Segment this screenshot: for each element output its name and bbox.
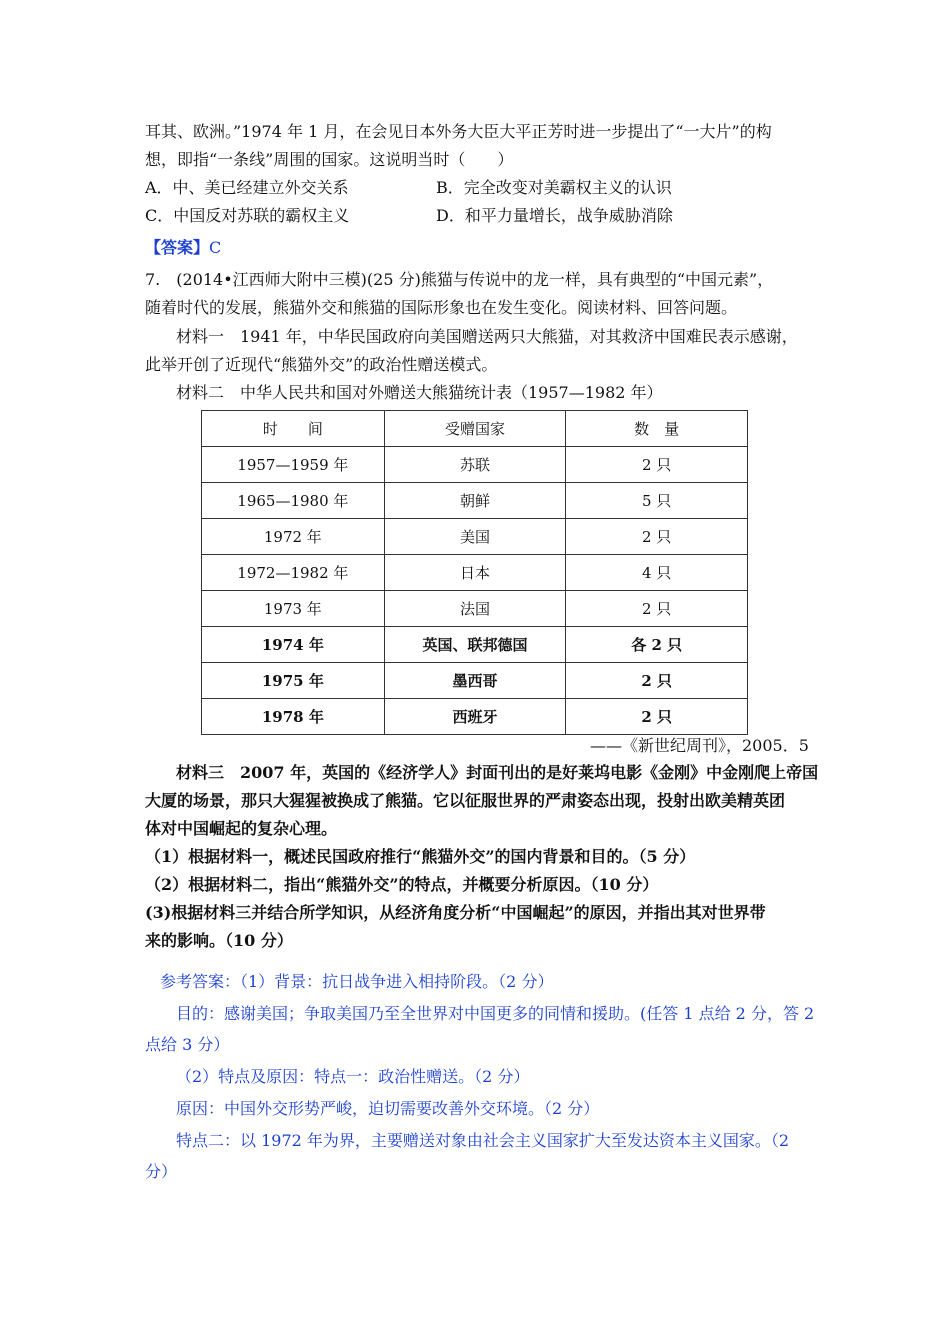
reference-line-6: 特点二：以 1972 年为界，主要赠送对象由社会主义国家扩大至发达资本主义国家。（2 <box>176 1131 790 1150</box>
reference-line-5: 原因：中国外交形势严峻，迫切需要改善外交环境。（2 分） <box>176 1099 600 1118</box>
q6-option-b: B．完全改变对美霸权主义的认识 <box>436 178 672 197</box>
table-cell: 1974 年 <box>202 627 385 663</box>
reference-line-2: 目的：感谢美国；争取美国乃至全世界对中国更多的同情和援助。(任答 1 点给 2 分，答 2 <box>176 1004 815 1023</box>
reference-line-3: 点给 3 分） <box>145 1035 230 1054</box>
panda-gift-table <box>201 410 748 735</box>
reference-line-1: 参考答案：（1）背景：抗日战争进入相持阶段。（2 分） <box>160 972 554 991</box>
table-cell: 2 只 <box>566 447 748 483</box>
q6-text-line-2: 想，即指“一条线”周围的国家。这说明当时（ ） <box>145 150 514 169</box>
table-cell: 朝鲜 <box>384 483 566 519</box>
table-cell: 1973 年 <box>202 591 385 627</box>
q6-text-line-1: 耳其、欧洲。”1974 年 1 月，在会见日本外务大臣大平正芳时进一步提出了“一大片”的构 <box>145 122 772 141</box>
table-cell: 2 只 <box>566 663 748 699</box>
table-cell: 法国 <box>384 591 566 627</box>
table-cell: 1972 年 <box>202 519 385 555</box>
table-row <box>202 627 748 663</box>
table-cell: 2 只 <box>566 591 748 627</box>
table-row <box>202 555 748 591</box>
table-cell: 1978 年 <box>202 699 385 735</box>
table-row <box>202 663 748 699</box>
table-source: ——《新世纪周刊》，2005．5 <box>590 736 809 755</box>
answer-label: 【答案】 <box>145 238 210 257</box>
q6-answer <box>145 238 221 258</box>
material-2-title: 材料二 中华人民共和国对外赠送大熊猫统计表（1957—1982 年） <box>176 383 663 402</box>
q6-option-a: A．中、美已经建立外交关系 <box>145 178 349 197</box>
table-header-quantity: 数 量 <box>566 411 748 447</box>
table-cell: 4 只 <box>566 555 748 591</box>
table-cell: 5 只 <box>566 483 748 519</box>
table-header-time: 时 间 <box>202 411 385 447</box>
sub-question-3-line-1: (3)根据材料三并结合所学知识，从经济角度分析“中国崛起”的原因，并指出其对世界带 <box>145 903 766 922</box>
table-cell: 各 2 只 <box>566 627 748 663</box>
material-3-line-3: 体对中国崛起的复杂心理。 <box>145 819 338 838</box>
answer-value: C <box>209 238 222 257</box>
table-cell: 西班牙 <box>384 699 566 735</box>
material-3-line-1: 材料三 2007 年，英国的《经济学人》封面刊出的是好莱坞电影《金刚》中金刚爬上帝国 <box>176 763 819 782</box>
table-cell: 美国 <box>384 519 566 555</box>
table-cell: 1972—1982 年 <box>202 555 385 591</box>
q6-option-c: C．中国反对苏联的霸权主义 <box>145 206 350 225</box>
table-header-country: 受赠国家 <box>384 411 566 447</box>
table-cell: 1957—1959 年 <box>202 447 385 483</box>
material-1-line-1: 材料一 1941 年，中华民国政府向美国赠送两只大熊猫，对其救济中国难民表示感谢， <box>176 327 798 346</box>
q7-text-line-1: 7. (2014•江西师大附中三模)(25 分)熊猫与传说中的龙一样，具有典型的“中国元素”， <box>145 270 774 289</box>
table-cell: 2 只 <box>566 519 748 555</box>
table-row <box>202 519 748 555</box>
table-row <box>202 483 748 519</box>
table-cell: 2 只 <box>566 699 748 735</box>
table-cell: 墨西哥 <box>384 663 566 699</box>
table-row <box>202 447 748 483</box>
sub-question-2: （2）根据材料二，指出“熊猫外交”的特点，并概要分析原因。（10 分） <box>145 875 659 894</box>
q7-text-line-2: 随着时代的发展，熊猫外交和熊猫的国际形象也在发生变化。阅读材料、回答问题。 <box>145 298 738 317</box>
reference-line-4: （2）特点及原因：特点一：政治性赠送。（2 分） <box>176 1067 530 1086</box>
material-1-line-2: 此举开创了近现代“熊猫外交”的政治性赠送模式。 <box>145 355 498 374</box>
sub-question-3-line-2: 来的影响。（10 分） <box>145 931 293 950</box>
table-cell: 日本 <box>384 555 566 591</box>
table-cell: 英国、联邦德国 <box>384 627 566 663</box>
table-header-row <box>202 411 748 447</box>
table-cell: 1975 年 <box>202 663 385 699</box>
sub-question-1: （1）根据材料一，概述民国政府推行“熊猫外交”的国内背景和目的。（5 分） <box>145 847 696 866</box>
table-row <box>202 699 748 735</box>
material-3-line-2: 大厦的场景，那只大猩猩被换成了熊猫。它以征服世界的严肃姿态出现，投射出欧美精英团 <box>145 791 786 810</box>
table-row <box>202 591 748 627</box>
reference-line-7: 分） <box>145 1162 178 1181</box>
table-cell: 苏联 <box>384 447 566 483</box>
table-cell: 1965—1980 年 <box>202 483 385 519</box>
q6-option-d: D．和平力量增长，战争威胁消除 <box>436 206 673 225</box>
